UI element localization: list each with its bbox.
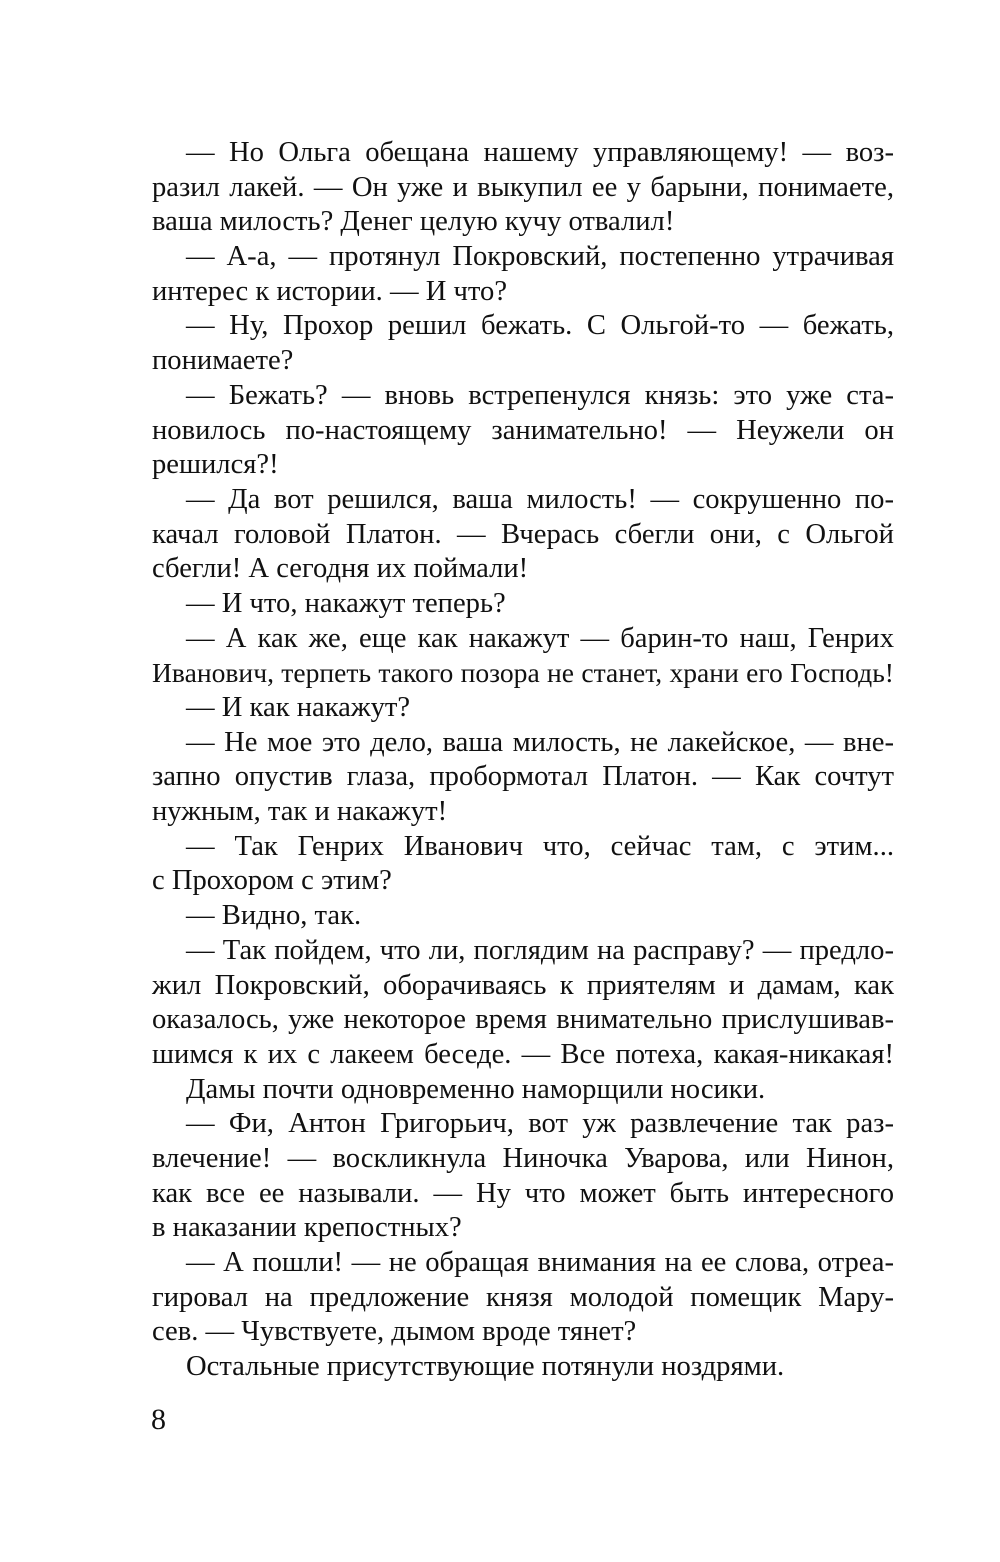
text-line: качал головой Платон. — Вчерась сбегли они, с Ольгой — [152, 518, 894, 550]
text-line: — Не мое это дело, ваша милость, не лакейское, — вне- — [186, 726, 894, 758]
text-line: жил Покровский, оборачиваясь к приятелям и дамам, как — [152, 969, 894, 1001]
text-line: — Да вот решился, ваша милость! — сокрушенно по- — [186, 483, 894, 515]
text-line: — А-а, — протянул Покровский, постепенно утрачивая — [186, 241, 894, 273]
page-text — [152, 136, 894, 1385]
text-line: — Но Ольга обещана нашему управляющему! — воз- — [186, 137, 894, 168]
text-line: интерес к истории. — И что? — [152, 275, 508, 307]
text-line: нужным, так и накажут! — [152, 796, 448, 828]
text-line: шимся к их с лакеем беседе. — Все потеха, какая-никакая! — [152, 1038, 894, 1070]
text-line: гировал на предложение князя молодой помещик Мару- — [152, 1281, 894, 1313]
text-line: решился?! — [152, 449, 279, 481]
text-line: — Бежать? — вновь встрепенулся князь: это уже ста- — [186, 379, 894, 411]
text-line: сбегли! А сегодня их поймали! — [152, 553, 529, 585]
text-line: как все ее называли. — Ну что может быть интересного — [152, 1177, 894, 1209]
text-line: ваша милость? Денег целую кучу отвалил! — [152, 206, 675, 238]
text-line: в наказании крепостных? — [152, 1212, 462, 1244]
text-line: — И как накажут? — [186, 692, 411, 723]
text-line: разил лакей. — Он уже и выкупил ее у барыни, понимаете, — [152, 171, 894, 203]
text-line: сев. — Чувствуете, дымом вроде тянет? — [152, 1316, 637, 1348]
text-line: запно опустив глаза, пробормотал Платон. — Как сочтут — [152, 761, 894, 793]
text-line: — И что, накажут теперь? — [186, 587, 506, 619]
text-line: — Видно, так. — [186, 900, 362, 932]
text-line: оказалось, уже некоторое время внимательно прислушивав- — [152, 1004, 894, 1036]
text-line: влечение! — воскликнула Ниночка Уварова, или Нинон, — [152, 1142, 894, 1174]
text-line: понимаете? — [152, 345, 294, 377]
text-line: Остальные присутствующие потянули ноздрями. — [186, 1351, 785, 1383]
text-line: — Ну, Прохор решил бежать. С Ольгой-то — бежать, — [186, 310, 894, 342]
text-line: — Так Генрих Иванович что, сейчас там, с этим... — [186, 830, 894, 862]
text-line: — А как же, еще как накажут — барин-то наш, Генрих — [186, 622, 894, 654]
text-line: Иванович, терпеть такого позора не станет, храни его Господь! — [152, 657, 894, 689]
text-line: — Фи, Антон Григорьич, вот уж развлечение так раз- — [186, 1108, 894, 1140]
text-line: — А пошли! — не обращая внимания на ее слова, отреа- — [186, 1247, 894, 1278]
text-line: с Прохором с этим? — [152, 865, 392, 897]
page-number: 8 — [151, 1403, 166, 1436]
text-line: новилось по-настоящему занимательно! — Неужели он — [152, 414, 894, 446]
text-line: — Так пойдем, что ли, поглядим на расправу? — предло- — [186, 934, 894, 966]
text-line: Дамы почти одновременно наморщили носики. — [186, 1073, 766, 1105]
